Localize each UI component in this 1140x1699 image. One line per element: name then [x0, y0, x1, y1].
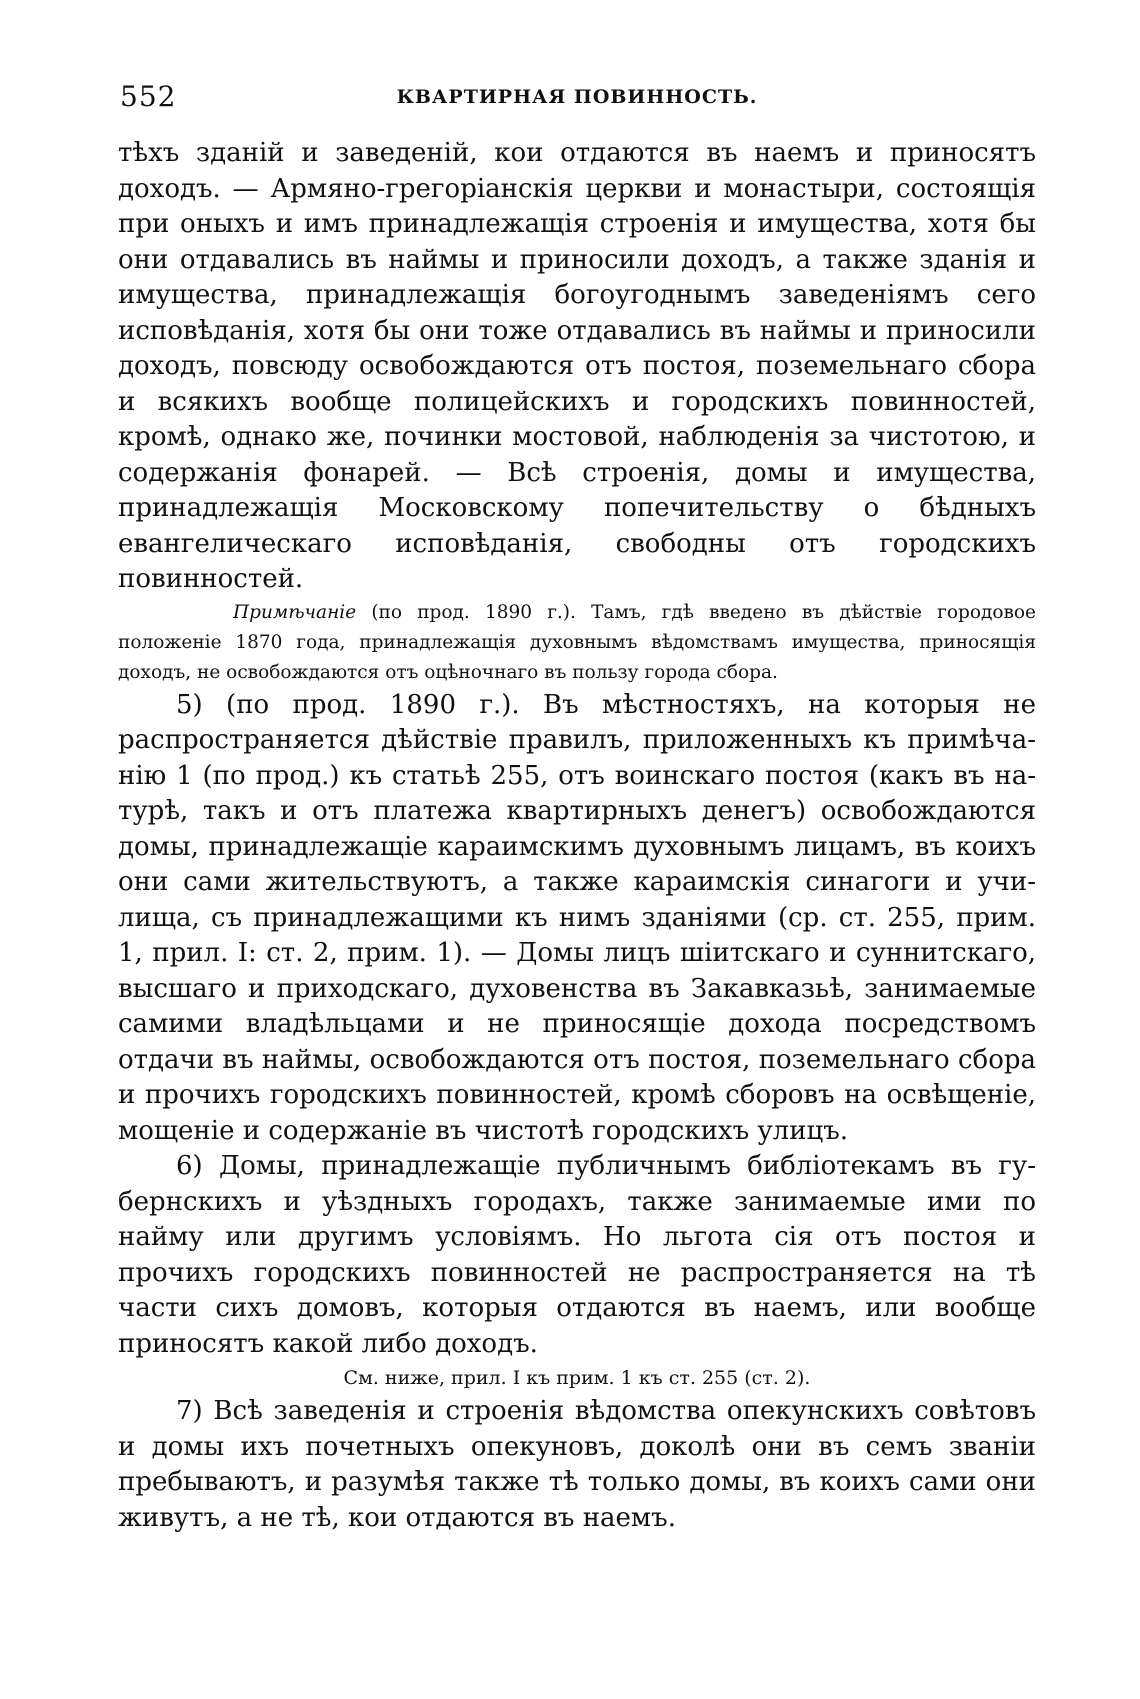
remark-text: (по прод. 1890 г.). Тамъ, гдѣ введено въ дѣйствіе городовое положеніе 1870 года, принадлежащія духовнымъ вѣдомствамъ имущества, приносящія доходъ, не освобождаются отъ оцѣночнаго въ пользу города сбора.: [118, 601, 1036, 683]
paragraph-item-6: 6) Домы, принадлежащіе публичнымъ библіотекамъ въ губернскихъ и уѣздныхъ городахъ, также занимаемые ими по найму или другимъ условіямъ. Но льгота сія отъ постоя и прочихъ городскихъ повинностей не распространяется на тѣ части сихъ домовъ, которыя отдаются въ наемъ, или вообще приносятъ какой либо доходъ.: [118, 1151, 1036, 1359]
paragraph-continuation: тѣхъ зданій и заведеній, кои отдаются въ наемъ и приносятъ доходъ. — Армяно-грегоріанскія церкви и монастыри, состоящія при оныхъ и имъ принадлежащія строенія и имущества, хотя бы они отдавались въ наймы и приносили доходъ, а также зданія и имущества, принадлежащія богоугоднымъ заведеніямъ сего исповѣданія, хотя бы они тоже отдавались въ наймы и приносили доходъ, повсюду освобождаются отъ постоя, поземельнаго сбора и всякихъ вообще полицейскихъ и городскихъ повинностей, кромѣ, однако же, починки мостовой, наблюденія за чистотою, и содержанія фонарей. — Всѣ строенія, домы и имущества, принадлежащія Московскому попечительству о бѣдныхъ евангелическаго исповѣданія, свободны отъ городскихъ повинностей.: [118, 138, 1036, 594]
book-page: [118, 72, 1036, 1536]
body-text: [118, 136, 1036, 1536]
paragraph-item-5: 5) (по прод. 1890 г.). Въ мѣстностяхъ, на которыя не распространяется дѣйствіе правилъ, приложенныхъ къ примѣчанію 1 (по прод.) къ статьѣ 255, отъ воинскаго постоя (какъ въ натурѣ, такъ и отъ платежа квартирныхъ денегъ) освобождаются домы, принадлежащіе караимскимъ духовнымъ лицамъ, въ коихъ они сами жительствуютъ, а также караимскія синагоги и училища, съ принадлежащими къ нимъ зданіями (ср. ст. 255, прим. 1, прил. I: ст. 2, прим. 1). — Домы лицъ шіитскаго и суннитскаго, высшаго и приходскаго, духовенства въ Закавказьѣ, занимаемые самими владѣльцами и не приносящіе дохода посредствомъ отдачи въ наймы, освобождаются отъ постоя, поземельнаго сбора и прочихъ городскихъ повинностей, кромѣ сборовъ на освѣщеніе, мощеніе и содержаніе въ чистотѣ городскихъ улицъ.: [118, 689, 1036, 1146]
running-title: КВАРТИРНАЯ ПОВИННОСТЬ.: [396, 86, 758, 108]
remark-label: Примѣчаніе: [233, 601, 357, 623]
cross-reference: См. ниже, прил. I къ прим. 1 къ ст. 255 (ст. 2).: [343, 1367, 811, 1389]
paragraph-item-7: 7) Всѣ заведенія и строенія вѣдомства опекунскихъ совѣтовъ и домы ихъ почетныхъ опекуновъ, доколѣ они въ семъ званіи пребываютъ, и разумѣя также тѣ только домы, въ коихъ сами они живутъ, а не тѣ, кои отдаются въ наемъ.: [118, 1396, 1036, 1533]
page-number: 552: [120, 80, 177, 113]
footnote-remark: [118, 598, 1036, 688]
running-head: [118, 72, 1036, 116]
